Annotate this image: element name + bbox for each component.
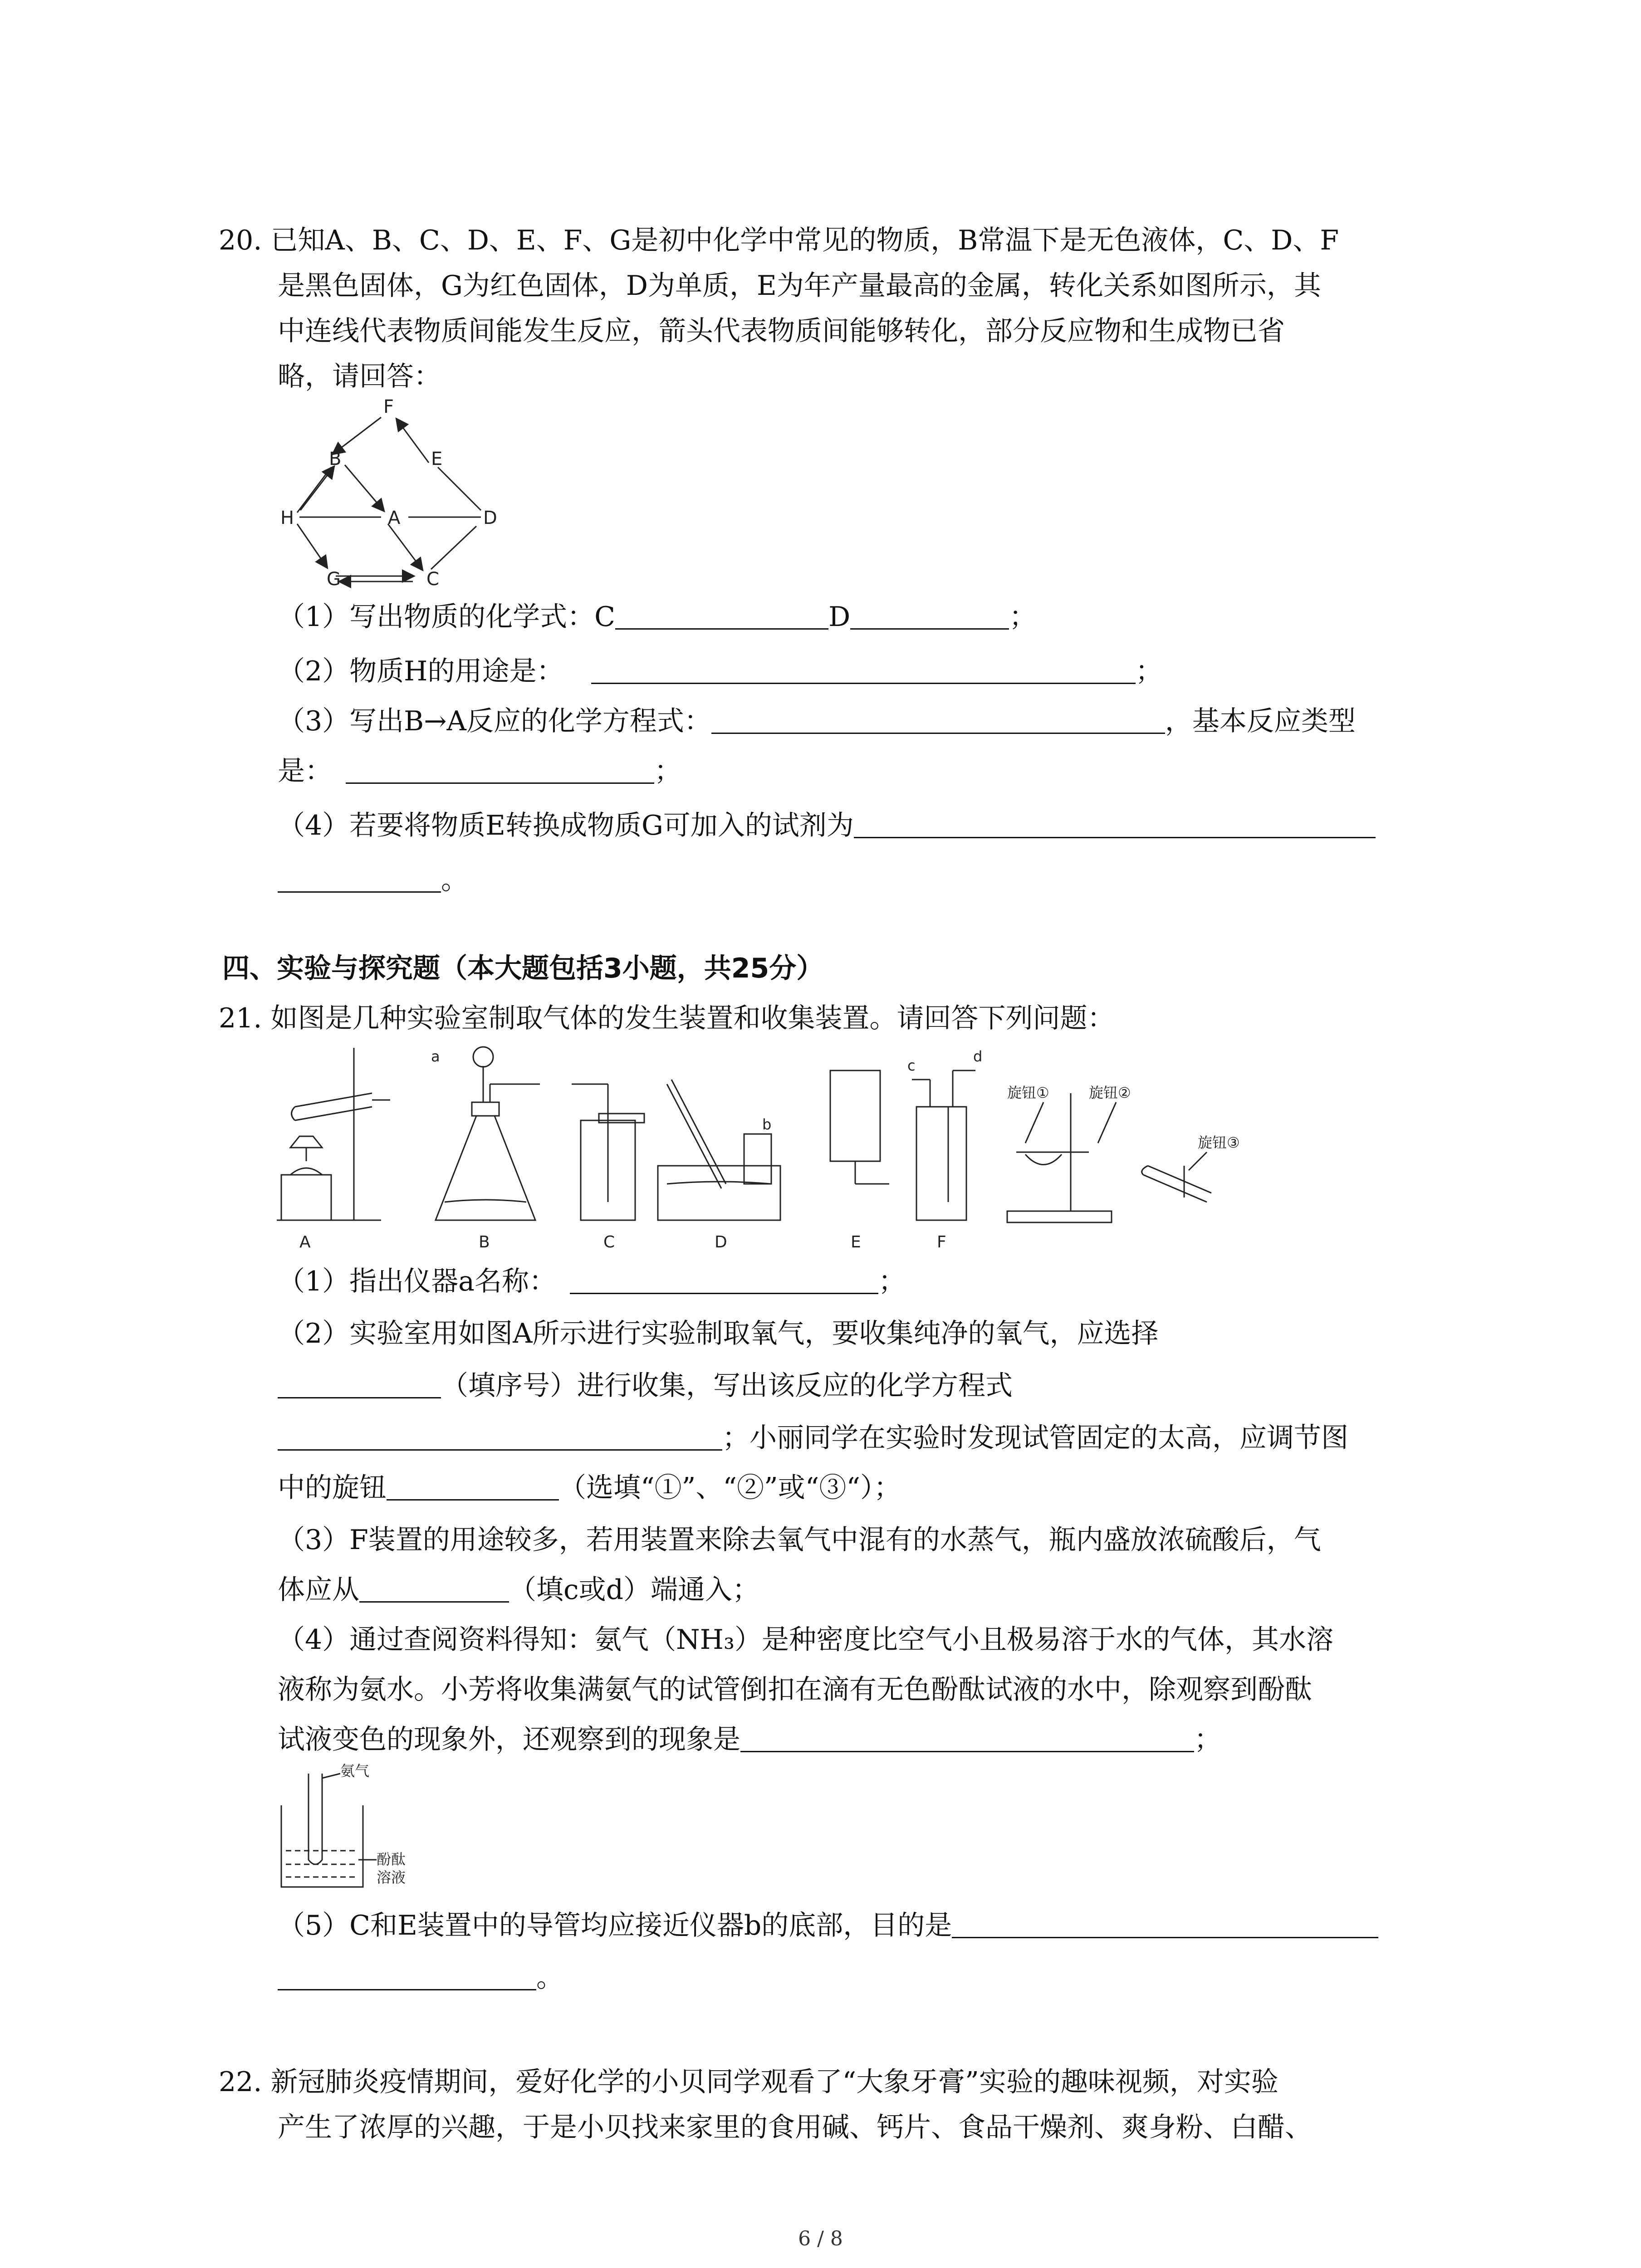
q22-line1: 22. 新冠肺炎疫情期间，爱好化学的小贝同学观看了“大象牙膏”实验的趣味视频，对实验 [219, 2066, 1279, 2098]
q20-part2-prompt: （2）物质H的用途是： [278, 655, 564, 687]
q20-part3b [278, 753, 681, 789]
q21-part4-line3 [278, 1721, 1221, 1758]
q21-part3-line1: （3）F装置的用途较多，若用装置来除去氧气中混有的水蒸气，瓶内盛放浓硫酸后，气 [278, 1524, 1321, 1556]
answer-blank-equation[interactable] [711, 705, 1165, 734]
answer-blank-instrument-a[interactable] [570, 1266, 878, 1294]
section-heading: 四、实验与探究题（本大题包括3小题，共25分） [222, 953, 824, 984]
answer-blank-inlet[interactable] [359, 1574, 509, 1603]
page-number: 6 / 8 [798, 2227, 843, 2250]
q21-part5-prompt: （5）C和E装置中的导管均应接近仪器b的底部，目的是 [278, 1910, 952, 1941]
node-G: G [327, 569, 341, 590]
answer-blank-purpose[interactable] [952, 1910, 1378, 1938]
q21-part4-c: 试液变色的现象外，还观察到的现象是 [278, 1724, 740, 1755]
q20-part1-d: D [828, 601, 851, 633]
q20-part1-prompt: （1）写出物质的化学式：C [278, 601, 616, 633]
label-knob3: 旋钮③ [1198, 1134, 1240, 1151]
answer-blank-o2-equation[interactable] [278, 1422, 722, 1451]
node-B: B [329, 449, 342, 469]
q21-intro: 21. 如图是几种实验室制取气体的发生装置和收集装置。请回答下列问题： [219, 1002, 1115, 1034]
label-c: c [907, 1057, 916, 1074]
label-d: d [973, 1048, 983, 1065]
node-D: D [483, 508, 497, 528]
reaction-diagram [272, 395, 526, 594]
q20-part4-end: 。 [441, 864, 468, 896]
q21-part3-b: 体应从 [278, 1574, 359, 1606]
q20-line1: 20. 已知A、B、C、D、E、F、G是初中化学中常见的物质，B常温下是无色液体，C、D、F [219, 225, 1339, 256]
answer-blank-h-use[interactable] [591, 655, 1136, 684]
q21-part5 [278, 1907, 1378, 1944]
label-b: b [762, 1116, 772, 1133]
q21-part2-line3 [278, 1420, 1348, 1456]
label-E: E [851, 1233, 861, 1251]
label-A: A [299, 1233, 311, 1251]
answer-blank-reagent-cont[interactable] [278, 864, 441, 893]
q20-line2: 是黑色固体，G为红色固体，D为单质，E为年产量最高的金属，转化关系如图所示，其 [278, 270, 1321, 302]
q20-part4 [278, 807, 1376, 844]
q20-part2 [278, 653, 1163, 689]
q21-part2-line2 [278, 1368, 1013, 1404]
answer-blank-c[interactable] [615, 601, 828, 630]
q21-part5-end: 。 [536, 1962, 563, 1994]
q20-part1-end: ； [1009, 601, 1037, 633]
q21-part3-c: （填c或d）端通入； [509, 1574, 760, 1606]
node-E: E [431, 449, 443, 469]
q21-part5b [278, 1960, 563, 1996]
label-C: C [603, 1233, 615, 1251]
node-F: F [383, 396, 394, 417]
q20-line4: 略，请回答： [278, 361, 441, 392]
q20-part3-type: ，基本反应类型 [1165, 705, 1356, 737]
node-H: H [280, 508, 294, 528]
label-D: D [715, 1233, 727, 1251]
q21-part1-prompt: （1）指出仪器a名称： [278, 1266, 556, 1297]
q20-part3 [278, 703, 1356, 739]
node-A: A [388, 508, 401, 528]
answer-blank-d[interactable] [850, 601, 1009, 630]
q20-part4b [278, 862, 468, 898]
label-F: F [937, 1233, 946, 1251]
q20-part4-prompt: （4）若要将物质E转换成物质G可加入的试剂为 [278, 810, 854, 841]
q21-part2-line1: （2）实验室用如图A所示进行实验制取氧气，要收集纯净的氧气，应选择 [278, 1318, 1159, 1349]
label-knob2: 旋钮② [1089, 1084, 1131, 1101]
answer-blank-knob[interactable] [387, 1472, 559, 1501]
ammonia-beaker-figure [272, 1760, 454, 1896]
q21-part3-line2 [278, 1572, 759, 1608]
label-ammonia: 氨气 [340, 1762, 370, 1779]
q20-part1 [278, 599, 1036, 635]
label-knob1: 旋钮① [1007, 1084, 1049, 1101]
label-B: B [479, 1233, 490, 1251]
q20-part3-is: 是： [278, 755, 332, 787]
answer-blank-reagent[interactable] [854, 810, 1376, 838]
q20-line3: 中连线代表物质间能发生反应，箭头代表物质间能够转化，部分反应物和生成物已省 [278, 315, 1285, 347]
node-C: C [426, 569, 439, 590]
apparatus-figure [272, 1039, 1270, 1256]
q21-part2-c: ；小丽同学在实验时发现试管固定的太高，应调节图 [722, 1422, 1348, 1454]
q21-part4-line1: （4）通过查阅资料得知：氨气（NH₃）是种密度比空气小且极易溶于水的气体，其水溶 [278, 1624, 1334, 1656]
answer-blank-purpose-cont[interactable] [278, 1962, 536, 1990]
answer-blank-reaction-type[interactable] [346, 755, 654, 784]
q21-part1 [278, 1263, 906, 1300]
q20-part2-end: ； [1135, 655, 1163, 687]
label-solution: 溶液 [377, 1869, 406, 1886]
q21-part2-e: （选填“①”、“②”或“③“）； [559, 1472, 901, 1504]
q21-part2-d: 中的旋钮 [278, 1472, 387, 1504]
q21-part2-line4 [278, 1470, 901, 1506]
label-phenolphthalein: 酚酞 [377, 1851, 406, 1868]
label-a: a [431, 1048, 440, 1065]
q20-part3-end: ； [654, 755, 681, 787]
q21-part1-end: ； [878, 1266, 906, 1297]
answer-blank-collect[interactable] [278, 1370, 441, 1398]
q22-line2: 产生了浓厚的兴趣，于是小贝找来家里的食用碱、钙片、食品干燥剂、爽身粉、白醋、 [278, 2112, 1312, 2143]
q21-part2-b: （填序号）进行收集，写出该反应的化学方程式 [441, 1370, 1013, 1402]
answer-blank-phenomenon[interactable] [740, 1724, 1194, 1752]
q21-part4-line2: 液称为氨水。小芳将收集满氨气的试管倒扣在滴有无色酚酞试液的水中，除观察到酚酞 [278, 1674, 1312, 1706]
q21-part4-end: ； [1194, 1724, 1221, 1755]
q20-part3-prompt: （3）写出B→A反应的化学方程式： [278, 705, 711, 737]
